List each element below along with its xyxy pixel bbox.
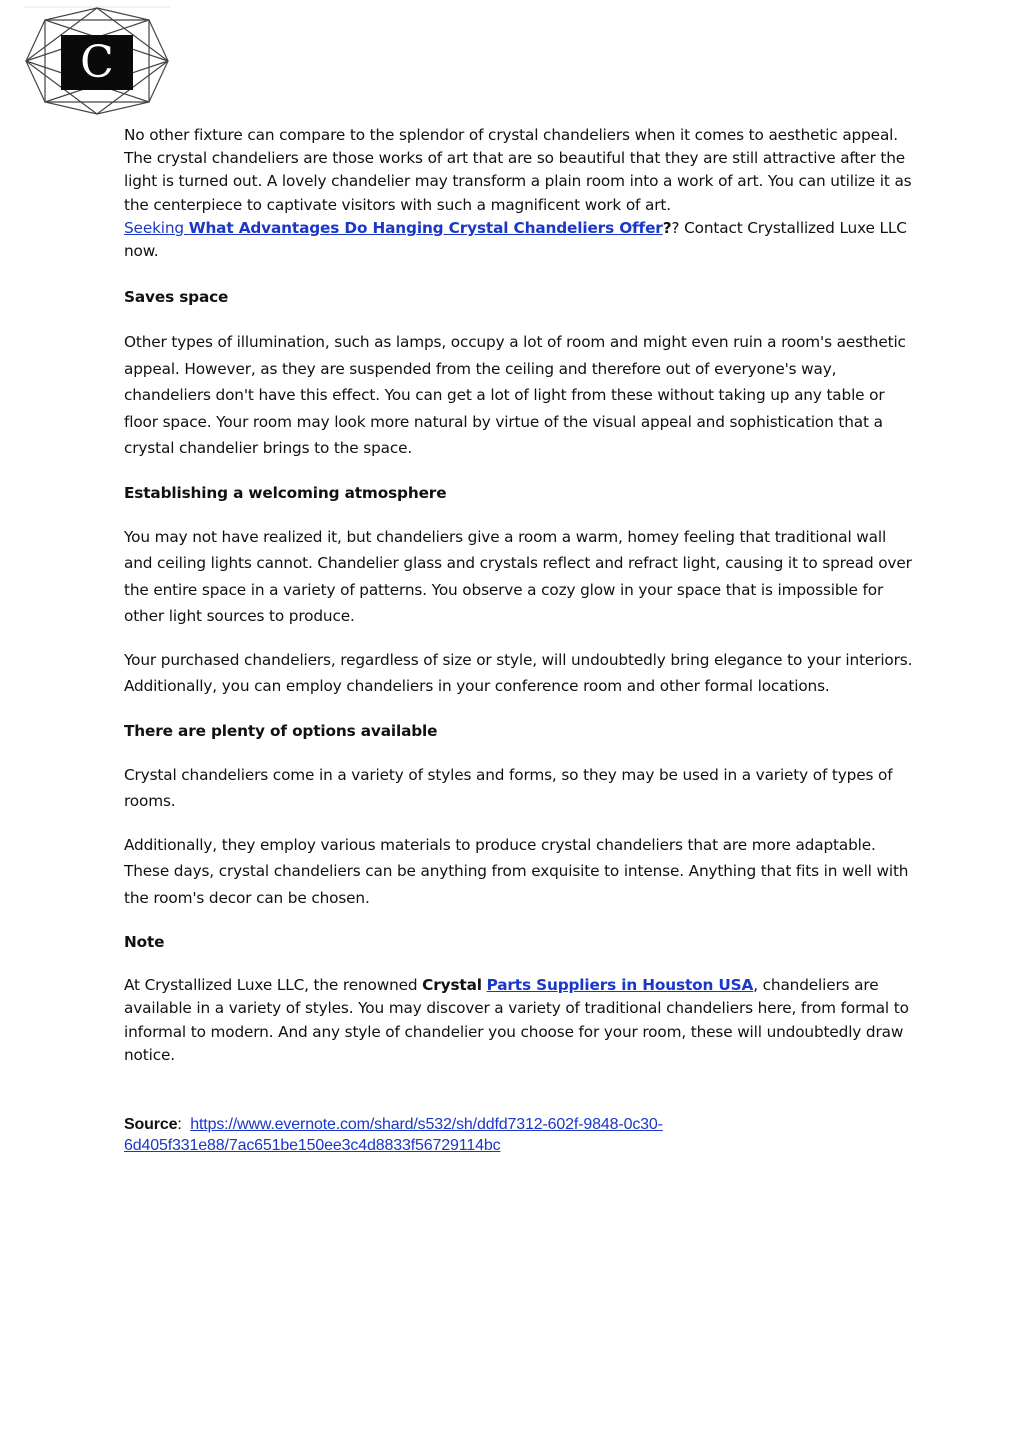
heading-options: There are plenty of options available xyxy=(124,721,438,740)
welcoming-paragraph-2: Your purchased chandeliers, regardless of size or style, will undoubtedly bring elegance to your interiors. Additionally, you can employ chandeliers in your conference room and other formal locations. xyxy=(124,650,913,696)
logo-letter: C xyxy=(80,37,114,88)
source-line xyxy=(124,1115,914,1156)
heading-note: Note xyxy=(124,933,165,952)
options-paragraph-1: Crystal chandeliers come in a variety of styles and forms, so they may be used in a variety of types of rooms. xyxy=(124,765,893,811)
note-paragraph xyxy=(124,974,914,1067)
brand-logo xyxy=(24,6,170,116)
crystal-c-logo-icon xyxy=(24,6,170,116)
welcoming-paragraph-1: You may not have realized it, but chandeliers give a room a warm, homey feeling that traditional wall and ceiling lights cannot. Chandelier glass and crystals reflect and refract light, causing it to spread over the entire space in a variety of patterns. You observe a cozy glow in your space that is impossible for other light sources to produce. xyxy=(124,527,912,626)
source-url-link[interactable]: https://www.evernote.com/shard/s532/sh/ddfd7312-602f-9848-0c30-6d405f331e88/7ac651be150ee3c4d8833f56729114bc xyxy=(124,1116,663,1154)
source-label: Source xyxy=(124,1116,178,1134)
seeking-link-bold[interactable]: What Advantages Do Hanging Crystal Chandeliers Offer xyxy=(188,218,663,237)
note-bold-word: Crystal xyxy=(422,976,482,995)
intro-after-link: ? Contact Crystallized Luxe LLC now. xyxy=(124,218,907,261)
options-paragraph-2: Additionally, they employ various materials to produce crystal chandeliers that are more adaptable. These days, crystal chandeliers can be anything from exquisite to intense. Anything that fits in well with the room's decor can be chosen. xyxy=(124,835,909,907)
intro-text: No other fixture can compare to the splendor of crystal chandeliers when it comes to aesthetic appeal. The crystal chandeliers are those works of art that are so beautiful that they are still attractive after the light is turned out. A lovely chandelier may transform a plain room into a work of art. You can utilize it as the centerpiece to captivate visitors with such a magnificent work of art. xyxy=(124,126,912,214)
seeking-link[interactable] xyxy=(124,219,663,237)
saves-space-paragraph: Other types of illumination, such as lamps, occupy a lot of room and might even ruin a room's aesthetic appeal. However, as they are suspended from the ceiling and therefore out of everyone's way, chandeliers don't have this effect. You can get a lot of light from these without taking up any table or floor space. Your room may look more natural by virtue of the visual appeal and sophistication that a crystal chandelier brings to the space. xyxy=(124,333,906,458)
note-text-after: , chandeliers are available in a variety of styles. You may discover a variety of traditional chandeliers here, from formal to informal to modern. And any style of chandelier you choose for your room, these will undoubtedly draw notice. xyxy=(124,976,909,1064)
heading-welcoming: Establishing a welcoming atmosphere xyxy=(124,483,447,502)
intro-paragraph xyxy=(124,124,914,263)
seeking-link-prefix[interactable]: Seeking xyxy=(124,218,189,237)
article-body xyxy=(124,124,914,1156)
note-text-before: At Crystallized Luxe LLC, the renowned xyxy=(124,976,423,995)
source-colon: : xyxy=(177,1116,182,1134)
heading-saves-space: Saves space xyxy=(124,288,229,307)
question-mark: ? xyxy=(662,218,672,237)
parts-suppliers-link[interactable]: Parts Suppliers in Houston USA xyxy=(486,976,754,995)
